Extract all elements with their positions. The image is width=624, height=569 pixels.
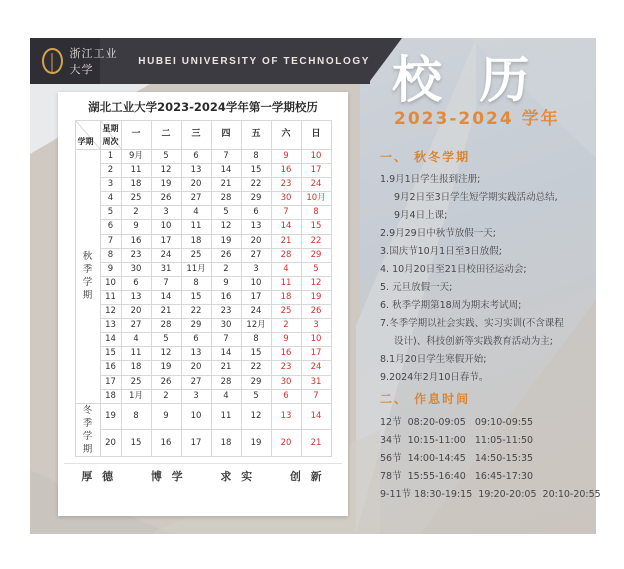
week-number-cell: 18 bbox=[100, 389, 121, 403]
weekday-header-sat: 六 bbox=[271, 121, 301, 150]
list-item bbox=[380, 334, 612, 349]
date-cell: 22 bbox=[301, 234, 331, 248]
table-row bbox=[75, 403, 331, 430]
date-cell: 14 bbox=[301, 403, 331, 430]
date-cell: 6 bbox=[121, 276, 151, 290]
date-cell: 29 bbox=[181, 319, 211, 333]
date-cell: 12 bbox=[151, 164, 181, 178]
class-time-list bbox=[380, 414, 612, 504]
date-cell: 17 bbox=[181, 430, 211, 457]
date-cell: 16 bbox=[211, 290, 241, 304]
table-row bbox=[75, 248, 331, 262]
week-number-cell: 9 bbox=[100, 262, 121, 276]
date-cell: 28 bbox=[151, 319, 181, 333]
date-cell: 30 bbox=[271, 375, 301, 389]
weekday-header-wed: 三 bbox=[181, 121, 211, 150]
university-name-cn: 浙江工业大学 bbox=[69, 47, 118, 76]
date-cell: 16 bbox=[271, 164, 301, 178]
date-cell: 22 bbox=[181, 305, 211, 319]
academic-year-label: 2023-2024 学年 bbox=[394, 109, 560, 129]
date-cell: 4 bbox=[271, 262, 301, 276]
date-cell: 31 bbox=[151, 262, 181, 276]
date-cell: 16 bbox=[271, 347, 301, 361]
class-time-section bbox=[380, 390, 612, 504]
date-cell: 25 bbox=[181, 248, 211, 262]
date-cell: 25 bbox=[121, 375, 151, 389]
table-row bbox=[75, 333, 331, 347]
weekday-header-fri: 五 bbox=[241, 121, 271, 150]
date-cell: 21 bbox=[151, 305, 181, 319]
table-row bbox=[75, 361, 331, 375]
calendar-header-row bbox=[75, 121, 331, 150]
date-cell: 22 bbox=[241, 361, 271, 375]
date-cell: 26 bbox=[211, 248, 241, 262]
page-title: 校 历 bbox=[392, 51, 540, 109]
date-cell: 28 bbox=[211, 375, 241, 389]
week-number-cell: 20 bbox=[100, 430, 121, 457]
date-cell: 10 bbox=[301, 333, 331, 347]
term-column-header bbox=[75, 121, 100, 150]
date-cell: 11 bbox=[121, 164, 151, 178]
week-number-cell: 5 bbox=[100, 206, 121, 220]
date-cell: 10 bbox=[241, 276, 271, 290]
date-cell: 6 bbox=[271, 389, 301, 403]
date-cell: 23 bbox=[271, 361, 301, 375]
date-cell: 7 bbox=[271, 206, 301, 220]
week-number-cell: 7 bbox=[100, 234, 121, 248]
class-time-row: 56节 14:00-14:45 14:50-15:35 bbox=[380, 453, 534, 464]
date-cell: 18 bbox=[121, 361, 151, 375]
date-cell: 17 bbox=[301, 164, 331, 178]
date-cell: 2 bbox=[121, 206, 151, 220]
list-item bbox=[380, 208, 612, 223]
date-cell: 19 bbox=[301, 290, 331, 304]
date-cell: 9月 bbox=[121, 150, 151, 164]
date-cell: 17 bbox=[151, 234, 181, 248]
date-cell: 13 bbox=[181, 164, 211, 178]
table-row bbox=[75, 389, 331, 403]
list-item: 5. 元旦放假一天; bbox=[380, 282, 453, 293]
weekday-header-sun: 日 bbox=[301, 121, 331, 150]
date-cell: 8 bbox=[241, 333, 271, 347]
date-cell: 29 bbox=[241, 192, 271, 206]
week-number-cell: 12 bbox=[100, 305, 121, 319]
date-cell: 23 bbox=[271, 178, 301, 192]
list-item: 8.1月20日学生寒假开始; bbox=[380, 354, 487, 365]
list-item: 9.2024年2月10日春节。 bbox=[380, 372, 489, 383]
date-cell: 20 bbox=[271, 430, 301, 457]
week-number-cell: 1 bbox=[100, 150, 121, 164]
calendar-title: 湖北工业大学2023-2024学年第一学期校历 bbox=[88, 100, 318, 114]
university-name-en: HUBEI UNIVERSITY OF TECHNOLOGY bbox=[138, 55, 370, 67]
weekday-header-mon: 一 bbox=[121, 121, 151, 150]
date-cell: 14 bbox=[211, 347, 241, 361]
date-cell: 22 bbox=[241, 178, 271, 192]
week-number-cell: 8 bbox=[100, 248, 121, 262]
date-cell: 29 bbox=[241, 375, 271, 389]
date-cell: 20 bbox=[241, 234, 271, 248]
date-cell: 18 bbox=[121, 178, 151, 192]
date-cell: 7 bbox=[211, 150, 241, 164]
date-cell: 6 bbox=[181, 333, 211, 347]
table-row bbox=[75, 305, 331, 319]
table-row bbox=[75, 319, 331, 333]
date-cell: 26 bbox=[151, 192, 181, 206]
date-cell: 28 bbox=[211, 192, 241, 206]
term-label-cell: 冬 季 学 期 bbox=[75, 403, 100, 456]
week-number-cell: 14 bbox=[100, 333, 121, 347]
date-cell: 27 bbox=[121, 319, 151, 333]
date-cell: 17 bbox=[301, 347, 331, 361]
date-cell: 30 bbox=[121, 262, 151, 276]
list-item: 7.冬季学期以社会实践、实习实训(不含课程 bbox=[380, 318, 564, 329]
date-cell: 7 bbox=[301, 389, 331, 403]
date-cell: 31 bbox=[301, 375, 331, 389]
date-cell: 13 bbox=[181, 347, 211, 361]
table-row bbox=[75, 290, 331, 304]
calendar-head bbox=[75, 121, 331, 150]
notes-list bbox=[380, 172, 612, 385]
date-cell: 14 bbox=[211, 164, 241, 178]
date-cell: 7 bbox=[151, 276, 181, 290]
date-cell: 17 bbox=[241, 290, 271, 304]
table-row bbox=[75, 164, 331, 178]
table-row bbox=[75, 347, 331, 361]
date-cell: 24 bbox=[241, 305, 271, 319]
motto-word: 创 新 bbox=[289, 470, 325, 484]
week-number-header-label: 周次 bbox=[102, 136, 119, 146]
table-row bbox=[75, 276, 331, 290]
week-number-cell: 16 bbox=[100, 361, 121, 375]
list-item: 3.国庆节10月1日至3日放假; bbox=[380, 246, 502, 257]
calendar-card bbox=[58, 92, 348, 516]
bg-left-margin bbox=[0, 0, 30, 569]
date-cell: 4 bbox=[121, 333, 151, 347]
date-cell: 8 bbox=[301, 206, 331, 220]
date-cell: 18 bbox=[211, 430, 241, 457]
date-cell: 4 bbox=[181, 206, 211, 220]
date-cell: 27 bbox=[181, 375, 211, 389]
date-cell: 5 bbox=[241, 389, 271, 403]
date-cell: 3 bbox=[301, 319, 331, 333]
date-cell: 28 bbox=[271, 248, 301, 262]
date-cell: 19 bbox=[241, 430, 271, 457]
date-cell: 14 bbox=[271, 220, 301, 234]
date-cell: 2 bbox=[211, 262, 241, 276]
calendar-table bbox=[75, 120, 332, 457]
date-cell: 11月 bbox=[181, 262, 211, 276]
week-number-cell: 10 bbox=[100, 276, 121, 290]
date-cell: 20 bbox=[181, 178, 211, 192]
date-cell: 4 bbox=[211, 389, 241, 403]
date-cell: 11 bbox=[271, 276, 301, 290]
university-motto bbox=[64, 463, 342, 488]
date-cell: 3 bbox=[181, 389, 211, 403]
date-cell: 12月 bbox=[241, 319, 271, 333]
date-cell: 25 bbox=[121, 192, 151, 206]
motto-word: 求 实 bbox=[220, 470, 256, 484]
list-item: 4. 10月20日至21日校田径运动会; bbox=[380, 264, 527, 275]
autumn-winter-notes bbox=[380, 148, 612, 388]
table-row bbox=[75, 220, 331, 234]
date-cell: 12 bbox=[241, 403, 271, 430]
weekday-header-tue: 二 bbox=[151, 121, 181, 150]
table-row bbox=[75, 150, 331, 164]
date-cell: 14 bbox=[151, 290, 181, 304]
date-cell: 20 bbox=[181, 361, 211, 375]
bg-top-margin bbox=[0, 0, 624, 38]
date-cell: 10 bbox=[181, 403, 211, 430]
term-header-label: 学期 bbox=[77, 136, 94, 146]
list-item: 6. 秋季学期第18周为期末考试周; bbox=[380, 300, 522, 311]
notes-section-title: 一、 秋冬学期 bbox=[380, 150, 471, 164]
date-cell: 26 bbox=[301, 305, 331, 319]
list-item-text: 设计)、科技创新等实践教育活动为主; bbox=[394, 336, 553, 347]
date-cell: 9 bbox=[271, 333, 301, 347]
week-number-cell: 15 bbox=[100, 347, 121, 361]
week-number-cell: 11 bbox=[100, 290, 121, 304]
date-cell: 10 bbox=[301, 150, 331, 164]
date-cell: 24 bbox=[301, 361, 331, 375]
date-cell: 3 bbox=[241, 262, 271, 276]
date-cell: 26 bbox=[151, 375, 181, 389]
date-cell: 9 bbox=[211, 276, 241, 290]
date-cell: 24 bbox=[151, 248, 181, 262]
date-cell: 11 bbox=[181, 220, 211, 234]
date-cell: 12 bbox=[211, 220, 241, 234]
date-cell: 18 bbox=[181, 234, 211, 248]
date-cell: 21 bbox=[301, 430, 331, 457]
date-cell: 1月 bbox=[121, 389, 151, 403]
date-cell: 15 bbox=[181, 290, 211, 304]
week-number-cell: 17 bbox=[100, 375, 121, 389]
date-cell: 16 bbox=[151, 430, 181, 457]
date-cell: 13 bbox=[271, 403, 301, 430]
date-cell: 5 bbox=[151, 333, 181, 347]
list-item: 1.9月1日学生报到注册; bbox=[380, 174, 481, 185]
date-cell: 15 bbox=[241, 347, 271, 361]
date-cell: 30 bbox=[271, 192, 301, 206]
date-cell: 7 bbox=[211, 333, 241, 347]
week-number-cell: 3 bbox=[100, 178, 121, 192]
date-cell: 5 bbox=[151, 150, 181, 164]
date-cell: 21 bbox=[211, 178, 241, 192]
date-cell: 15 bbox=[121, 430, 151, 457]
week-number-cell: 6 bbox=[100, 220, 121, 234]
list-item-text: 9月2日至3日学生短学期实践活动总结, bbox=[394, 192, 558, 203]
motto-word: 博 学 bbox=[150, 470, 186, 484]
table-row bbox=[75, 234, 331, 248]
date-cell: 13 bbox=[241, 220, 271, 234]
date-cell: 27 bbox=[241, 248, 271, 262]
week-column-header bbox=[100, 121, 121, 150]
date-cell: 8 bbox=[121, 403, 151, 430]
list-item-text: 9月4日上课; bbox=[394, 210, 448, 221]
date-cell: 21 bbox=[271, 234, 301, 248]
date-cell: 27 bbox=[181, 192, 211, 206]
week-number-cell: 19 bbox=[100, 403, 121, 430]
date-cell: 10月 bbox=[301, 192, 331, 206]
class-time-row: 12节 08:20-09:05 09:10-09:55 bbox=[380, 417, 534, 428]
date-cell: 13 bbox=[121, 290, 151, 304]
date-cell: 10 bbox=[151, 220, 181, 234]
date-cell: 8 bbox=[181, 276, 211, 290]
date-cell: 9 bbox=[271, 150, 301, 164]
class-time-row: 78节 15:55-16:40 16:45-17:30 bbox=[380, 471, 534, 482]
list-item: 2.9月29日中秋节放假一天; bbox=[380, 228, 496, 239]
week-number-cell: 2 bbox=[100, 164, 121, 178]
date-cell: 9 bbox=[121, 220, 151, 234]
class-time-row: 34节 10:15-11:00 11:05-11:50 bbox=[380, 435, 534, 446]
term-label-cell: 秋 季 学 期 bbox=[75, 150, 100, 404]
date-cell: 29 bbox=[301, 248, 331, 262]
date-cell: 15 bbox=[301, 220, 331, 234]
date-cell: 2 bbox=[271, 319, 301, 333]
date-cell: 5 bbox=[301, 262, 331, 276]
date-cell: 11 bbox=[121, 347, 151, 361]
weekday-header-label: 星期 bbox=[102, 124, 119, 133]
date-cell: 20 bbox=[121, 305, 151, 319]
date-cell: 2 bbox=[151, 389, 181, 403]
date-cell: 9 bbox=[151, 403, 181, 430]
date-cell: 12 bbox=[301, 276, 331, 290]
date-cell: 30 bbox=[211, 319, 241, 333]
date-cell: 8 bbox=[241, 150, 271, 164]
date-cell: 23 bbox=[211, 305, 241, 319]
university-seal-icon bbox=[42, 48, 63, 74]
week-number-cell: 13 bbox=[100, 319, 121, 333]
table-row bbox=[75, 192, 331, 206]
date-cell: 24 bbox=[301, 178, 331, 192]
week-number-cell: 4 bbox=[100, 192, 121, 206]
date-cell: 6 bbox=[241, 206, 271, 220]
date-cell: 12 bbox=[151, 347, 181, 361]
list-item bbox=[380, 190, 612, 205]
date-cell: 5 bbox=[211, 206, 241, 220]
date-cell: 25 bbox=[271, 305, 301, 319]
table-row bbox=[75, 430, 331, 457]
weekday-header-thu: 四 bbox=[211, 121, 241, 150]
date-cell: 15 bbox=[241, 164, 271, 178]
class-time-section-title: 二、 作息时间 bbox=[380, 392, 471, 406]
table-row bbox=[75, 262, 331, 276]
date-cell: 19 bbox=[151, 361, 181, 375]
date-cell: 19 bbox=[211, 234, 241, 248]
class-time-row: 9-11节 18:30-19:15 19:20-20:05 20:10-20:55 bbox=[380, 489, 601, 500]
calendar-body bbox=[75, 150, 331, 457]
date-cell: 18 bbox=[271, 290, 301, 304]
bg-bottom-margin bbox=[0, 534, 624, 569]
date-cell: 3 bbox=[151, 206, 181, 220]
date-cell: 21 bbox=[211, 361, 241, 375]
date-cell: 19 bbox=[151, 178, 181, 192]
date-cell: 11 bbox=[211, 403, 241, 430]
date-cell: 6 bbox=[181, 150, 211, 164]
table-row bbox=[75, 178, 331, 192]
table-row bbox=[75, 206, 331, 220]
university-header bbox=[30, 38, 370, 84]
date-cell: 23 bbox=[121, 248, 151, 262]
table-row bbox=[75, 375, 331, 389]
date-cell: 16 bbox=[121, 234, 151, 248]
motto-word: 厚 德 bbox=[81, 470, 117, 484]
